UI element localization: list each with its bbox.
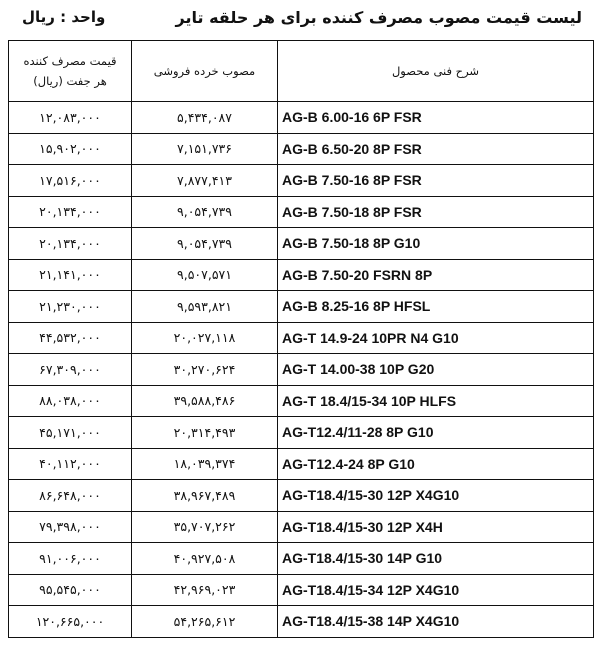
consumer-price-cell: ۸۶,۶۴۸,۰۰۰ — [9, 480, 132, 512]
header-consumer-price-line1: قیمت مصرف کننده — [23, 54, 117, 68]
retail-price-cell: ۵۴,۲۶۵,۶۱۲ — [132, 606, 278, 638]
table-row — [9, 606, 594, 638]
table-row — [9, 574, 594, 606]
retail-price-cell: ۷,۱۵۱,۷۳۶ — [132, 133, 278, 165]
consumer-price-cell: ۹۵,۵۴۵,۰۰۰ — [9, 574, 132, 606]
consumer-price-cell: ۷۹,۳۹۸,۰۰۰ — [9, 511, 132, 543]
product-description-cell: AG-B 7.50-20 FSRN 8P — [278, 259, 594, 291]
product-description-cell: AG-T18.4/15-38 14P X4G10 — [278, 606, 594, 638]
product-description-cell: AG-T18.4/15-34 12P X4G10 — [278, 574, 594, 606]
retail-price-cell: ۲۰,۰۲۷,۱۱۸ — [132, 322, 278, 354]
table-row — [9, 448, 594, 480]
product-description-cell: AG-B 6.00-16 6P FSR — [278, 102, 594, 134]
retail-price-cell: ۹,۵۰۷,۵۷۱ — [132, 259, 278, 291]
product-description-cell: AG-T18.4/15-30 12P X4H — [278, 511, 594, 543]
currency-unit-label: واحد : ریال — [22, 8, 106, 26]
consumer-price-cell: ۸۸,۰۳۸,۰۰۰ — [9, 385, 132, 417]
table-row — [9, 543, 594, 575]
product-description-cell: AG-B 7.50-18 8P G10 — [278, 228, 594, 260]
product-description-cell: AG-B 7.50-18 8P FSR — [278, 196, 594, 228]
product-description-cell: AG-B 6.50-20 8P FSR — [278, 133, 594, 165]
table-row — [9, 196, 594, 228]
consumer-price-cell: ۲۱,۱۴۱,۰۰۰ — [9, 259, 132, 291]
table-row — [9, 385, 594, 417]
table-row — [9, 102, 594, 134]
product-description-cell: AG-T 18.4/15-34 10P HLFS — [278, 385, 594, 417]
header-consumer-price-line2: هر جفت (ریال) — [33, 74, 107, 88]
consumer-price-cell: ۱۵,۹۰۲,۰۰۰ — [9, 133, 132, 165]
header-description: شرح فنی محصول — [278, 41, 594, 102]
retail-price-cell: ۳۵,۷۰۷,۲۶۲ — [132, 511, 278, 543]
consumer-price-cell: ۱۲۰,۶۶۵,۰۰۰ — [9, 606, 132, 638]
retail-price-cell: ۳۸,۹۶۷,۴۸۹ — [132, 480, 278, 512]
consumer-price-cell: ۴۴,۵۳۲,۰۰۰ — [9, 322, 132, 354]
retail-price-cell: ۹,۰۵۴,۷۳۹ — [132, 196, 278, 228]
table-row — [9, 259, 594, 291]
product-description-cell: AG-T18.4/15-30 12P X4G10 — [278, 480, 594, 512]
retail-price-cell: ۴۰,۹۲۷,۵۰۸ — [132, 543, 278, 575]
table-row — [9, 165, 594, 197]
consumer-price-cell: ۲۰,۱۳۴,۰۰۰ — [9, 196, 132, 228]
table-header-row — [9, 41, 594, 102]
consumer-price-cell: ۴۰,۱۱۲,۰۰۰ — [9, 448, 132, 480]
consumer-price-cell: ۶۷,۳۰۹,۰۰۰ — [9, 354, 132, 386]
product-description-cell: AG-T 14.00-38 10P G20 — [278, 354, 594, 386]
table-row — [9, 511, 594, 543]
page-header — [0, 0, 600, 40]
consumer-price-cell: ۹۱,۰۰۶,۰۰۰ — [9, 543, 132, 575]
page-title: لیست قیمت مصوب مصرف کننده برای هر حلقه تایر — [175, 8, 582, 27]
product-description-cell: AG-B 8.25-16 8P HFSL — [278, 291, 594, 323]
consumer-price-cell: ۱۷,۵۱۶,۰۰۰ — [9, 165, 132, 197]
header-consumer-price — [9, 41, 132, 102]
product-description-cell: AG-T 14.9-24 10PR N4 G10 — [278, 322, 594, 354]
product-description-cell: AG-B 7.50-16 8P FSR — [278, 165, 594, 197]
consumer-price-cell: ۱۲,۰۸۳,۰۰۰ — [9, 102, 132, 134]
retail-price-cell: ۹,۰۵۴,۷۳۹ — [132, 228, 278, 260]
table-row — [9, 354, 594, 386]
table-row — [9, 322, 594, 354]
consumer-price-cell: ۲۱,۲۳۰,۰۰۰ — [9, 291, 132, 323]
retail-price-cell: ۲۰,۳۱۴,۴۹۳ — [132, 417, 278, 449]
table-row — [9, 291, 594, 323]
retail-price-cell: ۹,۵۹۳,۸۲۱ — [132, 291, 278, 323]
retail-price-cell: ۱۸,۰۳۹,۳۷۴ — [132, 448, 278, 480]
consumer-price-cell: ۴۵,۱۷۱,۰۰۰ — [9, 417, 132, 449]
product-description-cell: AG-T18.4/15-30 14P G10 — [278, 543, 594, 575]
retail-price-cell: ۳۹,۵۸۸,۴۸۶ — [132, 385, 278, 417]
price-table — [8, 40, 594, 638]
product-description-cell: AG-T12.4-24 8P G10 — [278, 448, 594, 480]
table-body — [9, 102, 594, 638]
retail-price-cell: ۳۰,۲۷۰,۶۲۴ — [132, 354, 278, 386]
table-row — [9, 480, 594, 512]
table-row — [9, 133, 594, 165]
consumer-price-cell: ۲۰,۱۳۴,۰۰۰ — [9, 228, 132, 260]
retail-price-cell: ۵,۴۳۴,۰۸۷ — [132, 102, 278, 134]
retail-price-cell: ۷,۸۷۷,۴۱۳ — [132, 165, 278, 197]
product-description-cell: AG-T12.4/11-28 8P G10 — [278, 417, 594, 449]
table-row — [9, 228, 594, 260]
retail-price-cell: ۴۲,۹۶۹,۰۲۳ — [132, 574, 278, 606]
header-retail-price: مصوب خرده فروشی — [132, 41, 278, 102]
table-row — [9, 417, 594, 449]
